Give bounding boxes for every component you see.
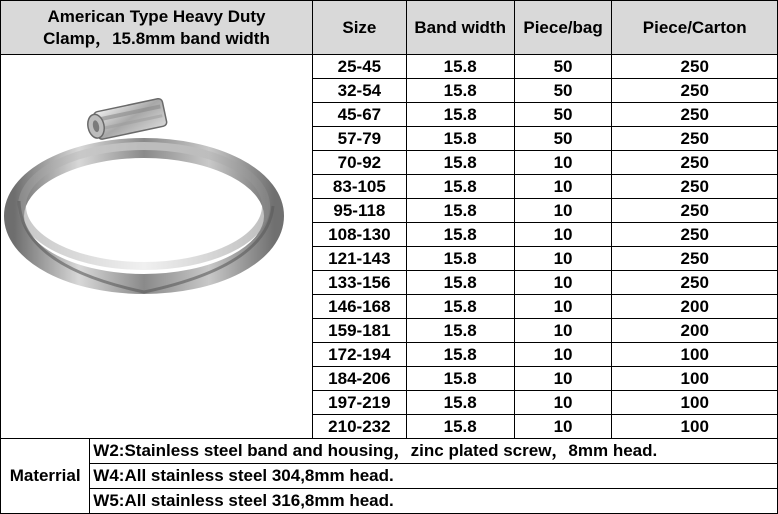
size-cell: 70-92 — [313, 151, 407, 175]
piece-carton-cell: 100 — [612, 415, 778, 439]
band-width-cell: 15.8 — [406, 319, 514, 343]
product-image — [1, 55, 313, 439]
piece-carton-cell: 250 — [612, 223, 778, 247]
size-cell: 57-79 — [313, 127, 407, 151]
piece-carton-cell: 250 — [612, 55, 778, 79]
band-width-cell: 15.8 — [406, 127, 514, 151]
band-width-cell: 15.8 — [406, 367, 514, 391]
piece-bag-cell: 10 — [514, 415, 612, 439]
piece-bag-cell: 50 — [514, 55, 612, 79]
material-row — [1, 489, 778, 514]
piece-carton-cell: 250 — [612, 199, 778, 223]
piece-carton-cell: 250 — [612, 271, 778, 295]
piece-carton-cell: 250 — [612, 79, 778, 103]
col-header-piece-carton: Piece/Carton — [612, 1, 778, 55]
material-option-w2: W2:Stainless steel band and housing，zinc plated screw，8mm head. — [90, 439, 778, 464]
piece-carton-cell: 100 — [612, 367, 778, 391]
col-header-piece-bag: Piece/bag — [514, 1, 612, 55]
size-cell: 32-54 — [313, 79, 407, 103]
col-header-size: Size — [313, 1, 407, 55]
title-line-1: American Type Heavy Duty — [47, 6, 266, 26]
material-row — [1, 439, 778, 464]
piece-carton-cell: 250 — [612, 151, 778, 175]
size-cell: 108-130 — [313, 223, 407, 247]
piece-carton-cell: 250 — [612, 127, 778, 151]
piece-bag-cell: 50 — [514, 79, 612, 103]
band-width-cell: 15.8 — [406, 175, 514, 199]
title-line-2: Clamp，15.8mm band width — [43, 28, 270, 48]
piece-carton-cell: 100 — [612, 391, 778, 415]
piece-carton-cell: 200 — [612, 295, 778, 319]
piece-bag-cell: 10 — [514, 247, 612, 271]
band-width-cell: 15.8 — [406, 247, 514, 271]
piece-bag-cell: 10 — [514, 391, 612, 415]
band-width-cell: 15.8 — [406, 415, 514, 439]
piece-bag-cell: 10 — [514, 151, 612, 175]
band-width-cell: 15.8 — [406, 55, 514, 79]
material-row — [1, 464, 778, 489]
band-width-cell: 15.8 — [406, 295, 514, 319]
size-cell: 184-206 — [313, 367, 407, 391]
size-cell: 159-181 — [313, 319, 407, 343]
material-option-w4: W4:All stainless steel 304,8mm head. — [90, 464, 778, 489]
hose-clamp-icon — [1, 56, 312, 438]
piece-carton-cell: 250 — [612, 247, 778, 271]
header-row — [1, 1, 778, 55]
piece-bag-cell: 10 — [514, 319, 612, 343]
band-width-cell: 15.8 — [406, 103, 514, 127]
band-width-cell: 15.8 — [406, 151, 514, 175]
piece-carton-cell: 250 — [612, 103, 778, 127]
piece-bag-cell: 10 — [514, 271, 612, 295]
size-cell: 83-105 — [313, 175, 407, 199]
band-width-cell: 15.8 — [406, 343, 514, 367]
piece-bag-cell: 10 — [514, 367, 612, 391]
material-label: Materrial — [1, 439, 90, 514]
band-width-cell: 15.8 — [406, 223, 514, 247]
piece-carton-cell: 250 — [612, 175, 778, 199]
piece-bag-cell: 10 — [514, 175, 612, 199]
size-cell: 197-219 — [313, 391, 407, 415]
size-cell: 210-232 — [313, 415, 407, 439]
piece-carton-cell: 200 — [612, 319, 778, 343]
col-header-band-width: Band width — [406, 1, 514, 55]
size-cell: 172-194 — [313, 343, 407, 367]
band-width-cell: 15.8 — [406, 391, 514, 415]
piece-carton-cell: 100 — [612, 343, 778, 367]
size-cell: 45-67 — [313, 103, 407, 127]
band-width-cell: 15.8 — [406, 199, 514, 223]
piece-bag-cell: 10 — [514, 223, 612, 247]
table-row — [1, 55, 778, 79]
band-width-cell: 15.8 — [406, 79, 514, 103]
piece-bag-cell: 10 — [514, 199, 612, 223]
piece-bag-cell: 10 — [514, 295, 612, 319]
piece-bag-cell: 50 — [514, 127, 612, 151]
piece-bag-cell: 50 — [514, 103, 612, 127]
product-title — [1, 1, 313, 55]
size-cell: 146-168 — [313, 295, 407, 319]
piece-bag-cell: 10 — [514, 343, 612, 367]
size-cell: 133-156 — [313, 271, 407, 295]
size-cell: 25-45 — [313, 55, 407, 79]
size-cell: 121-143 — [313, 247, 407, 271]
material-option-w5: W5:All stainless steel 316,8mm head. — [90, 489, 778, 514]
size-cell: 95-118 — [313, 199, 407, 223]
band-width-cell: 15.8 — [406, 271, 514, 295]
